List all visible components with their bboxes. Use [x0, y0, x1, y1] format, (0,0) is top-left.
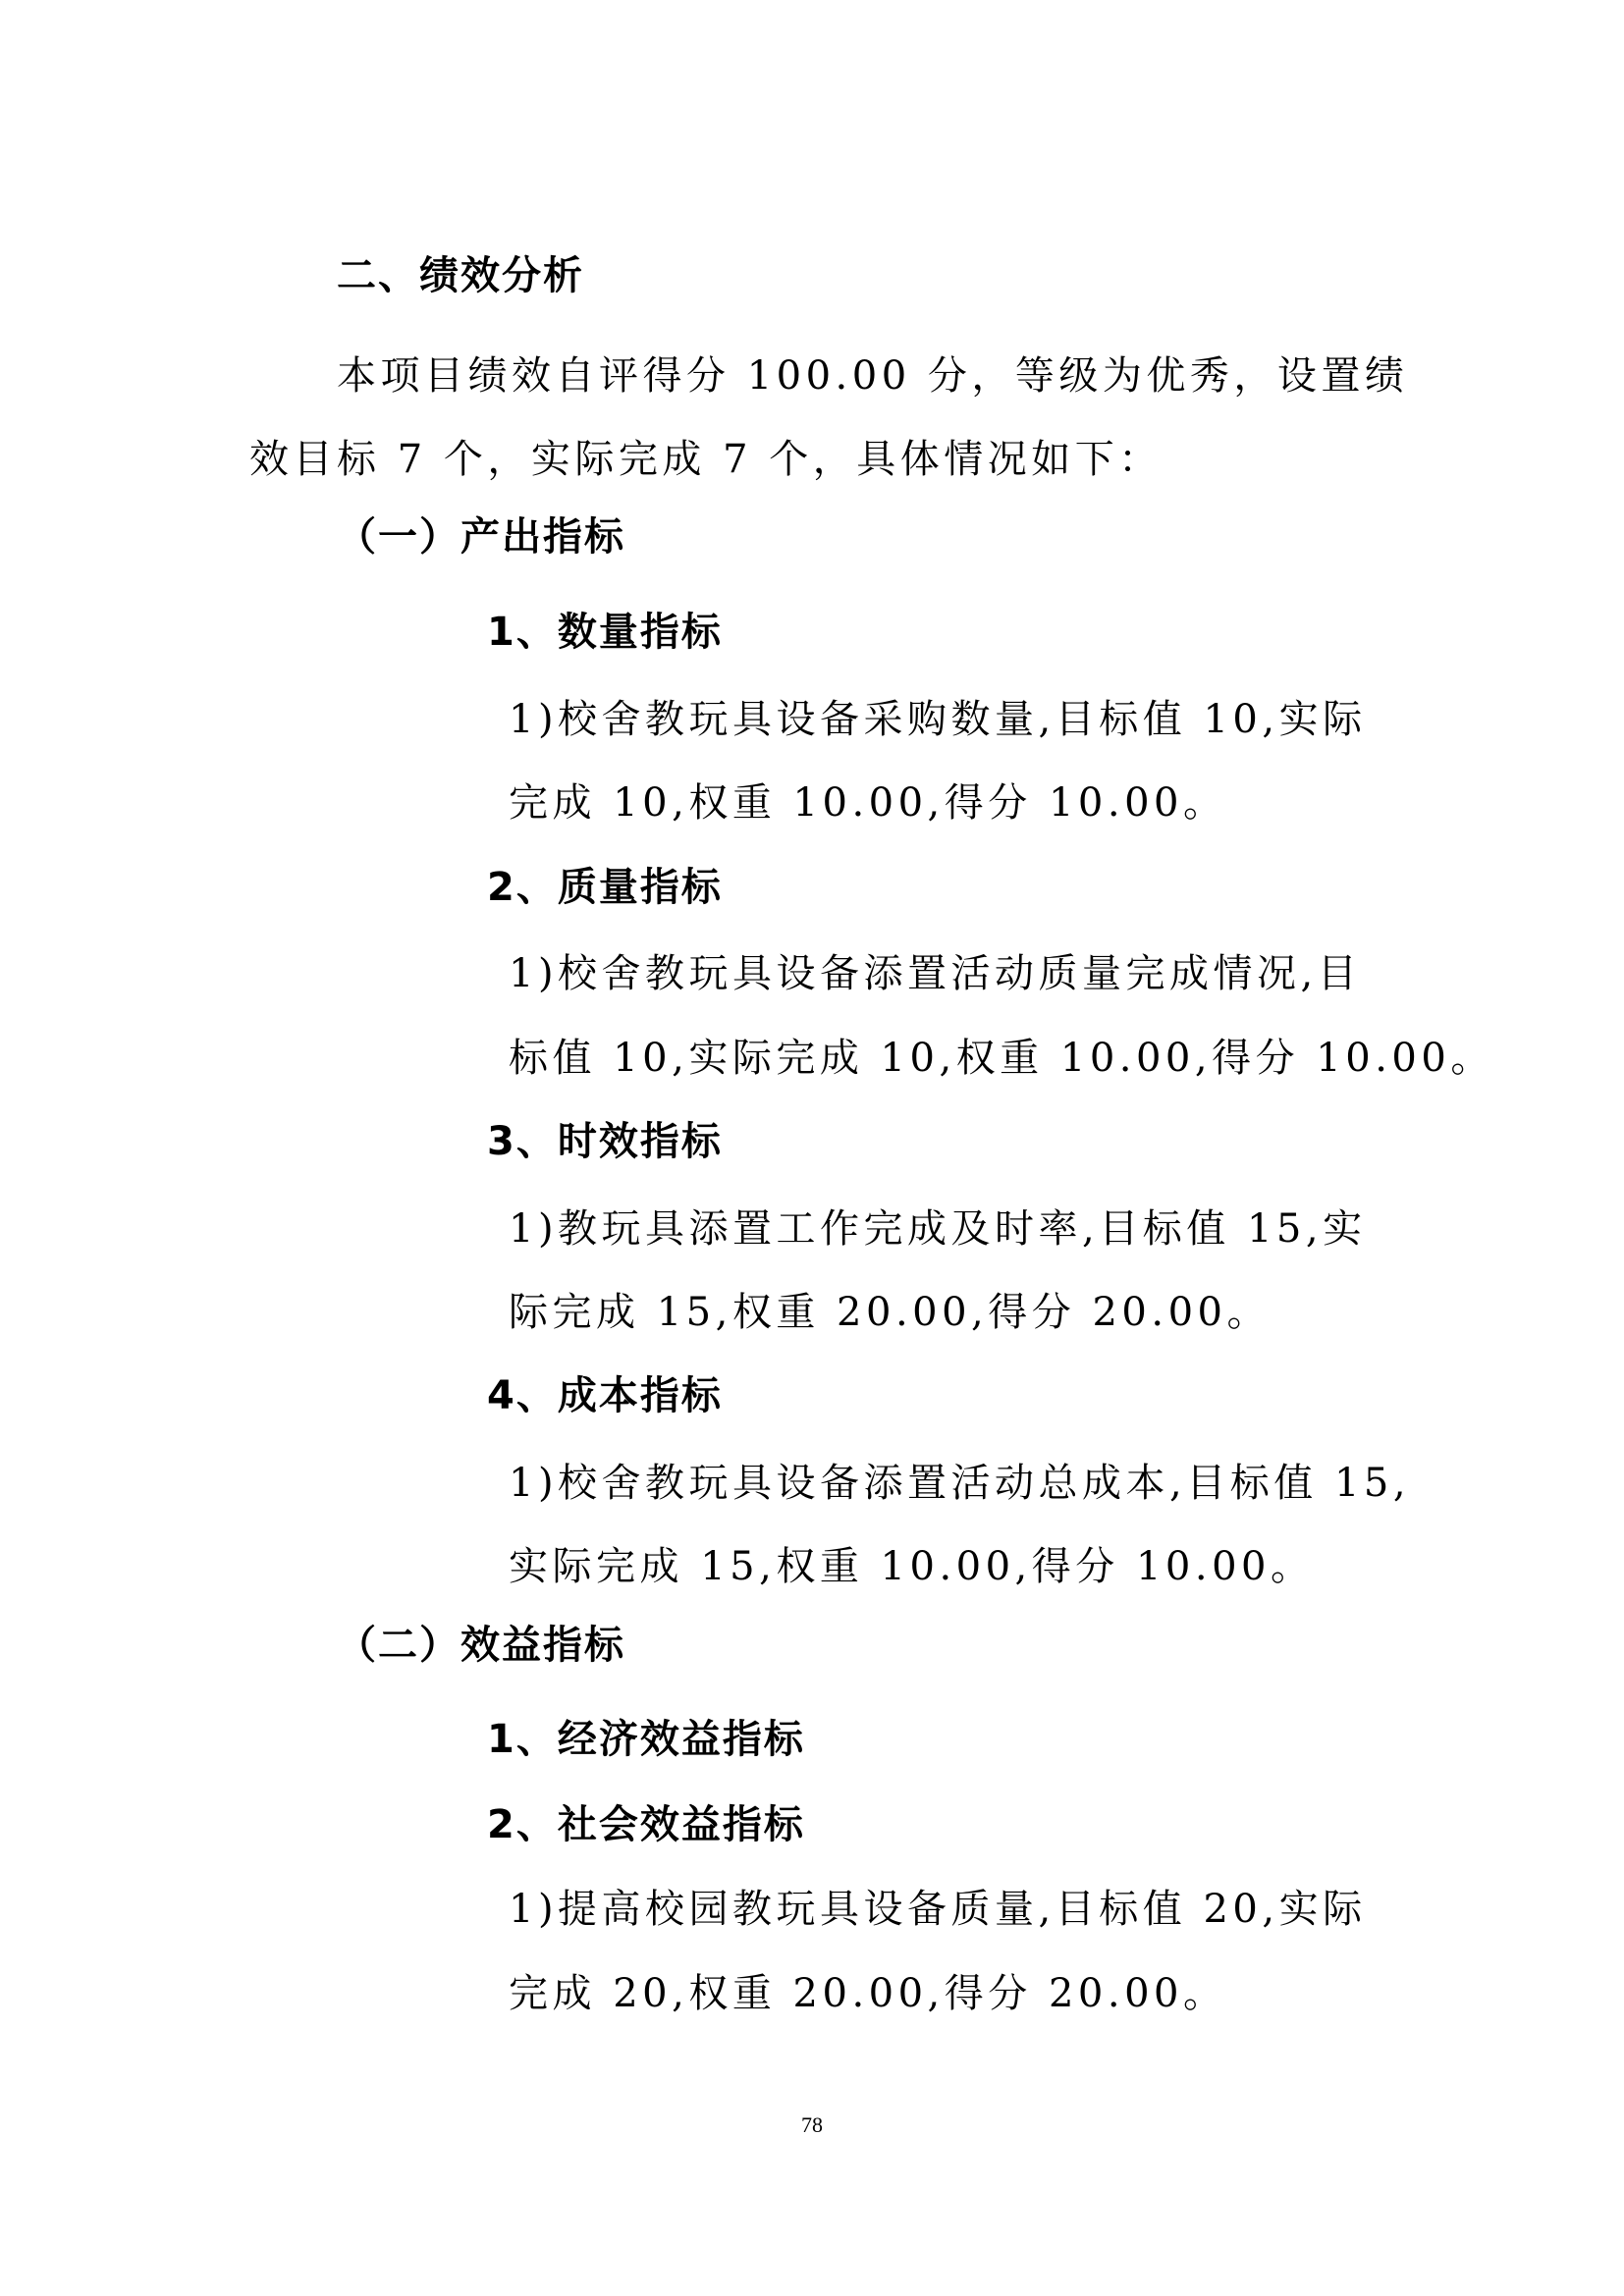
indicator-item-line: 际完成 15,权重 20.00,得分 20.00。	[509, 1290, 1271, 1335]
intro-paragraph-line: 效目标 7 个，实际完成 7 个，具体情况如下：	[249, 437, 1163, 482]
indicator-item-line: 1)校舍教玩具设备采购数量,目标值 10,实际	[509, 697, 1367, 742]
output-indicators-heading: （一）产出指标	[337, 514, 625, 560]
social-benefit-heading: 2、社会效益指标	[487, 1802, 805, 1847]
page-number: 78	[801, 2112, 823, 2137]
timeliness-indicator-heading: 3、时效指标	[487, 1119, 723, 1164]
quality-indicator-heading: 2、质量指标	[487, 865, 723, 910]
indicator-item-line: 1)校舍教玩具设备添置活动质量完成情况,目	[509, 951, 1362, 996]
indicator-item-line: 1)提高校园教玩具设备质量,目标值 20,实际	[509, 1887, 1367, 1932]
indicator-item-line: 完成 20,权重 20.00,得分 20.00。	[509, 1971, 1227, 2016]
quantity-indicator-heading: 1、数量指标	[487, 610, 723, 655]
indicator-item-line: 1)校舍教玩具设备添置活动总成本,目标值 15,	[509, 1461, 1411, 1506]
section-title: 二、绩效分析	[337, 253, 584, 298]
economic-benefit-heading: 1、经济效益指标	[487, 1717, 805, 1762]
benefit-indicators-heading: （二）效益指标	[337, 1623, 625, 1668]
indicator-item-line: 完成 10,权重 10.00,得分 10.00。	[509, 780, 1227, 826]
intro-paragraph-line: 本项目绩效自评得分 100.00 分，等级为优秀，设置绩	[337, 353, 1409, 399]
indicator-item-line: 1)教玩具添置工作完成及时率,目标值 15,实	[509, 1206, 1367, 1252]
indicator-item-line: 实际完成 15,权重 10.00,得分 10.00。	[509, 1544, 1315, 1589]
cost-indicator-heading: 4、成本指标	[487, 1373, 723, 1418]
indicator-item-line: 标值 10,实际完成 10,权重 10.00,得分 10.00。	[509, 1036, 1494, 1081]
